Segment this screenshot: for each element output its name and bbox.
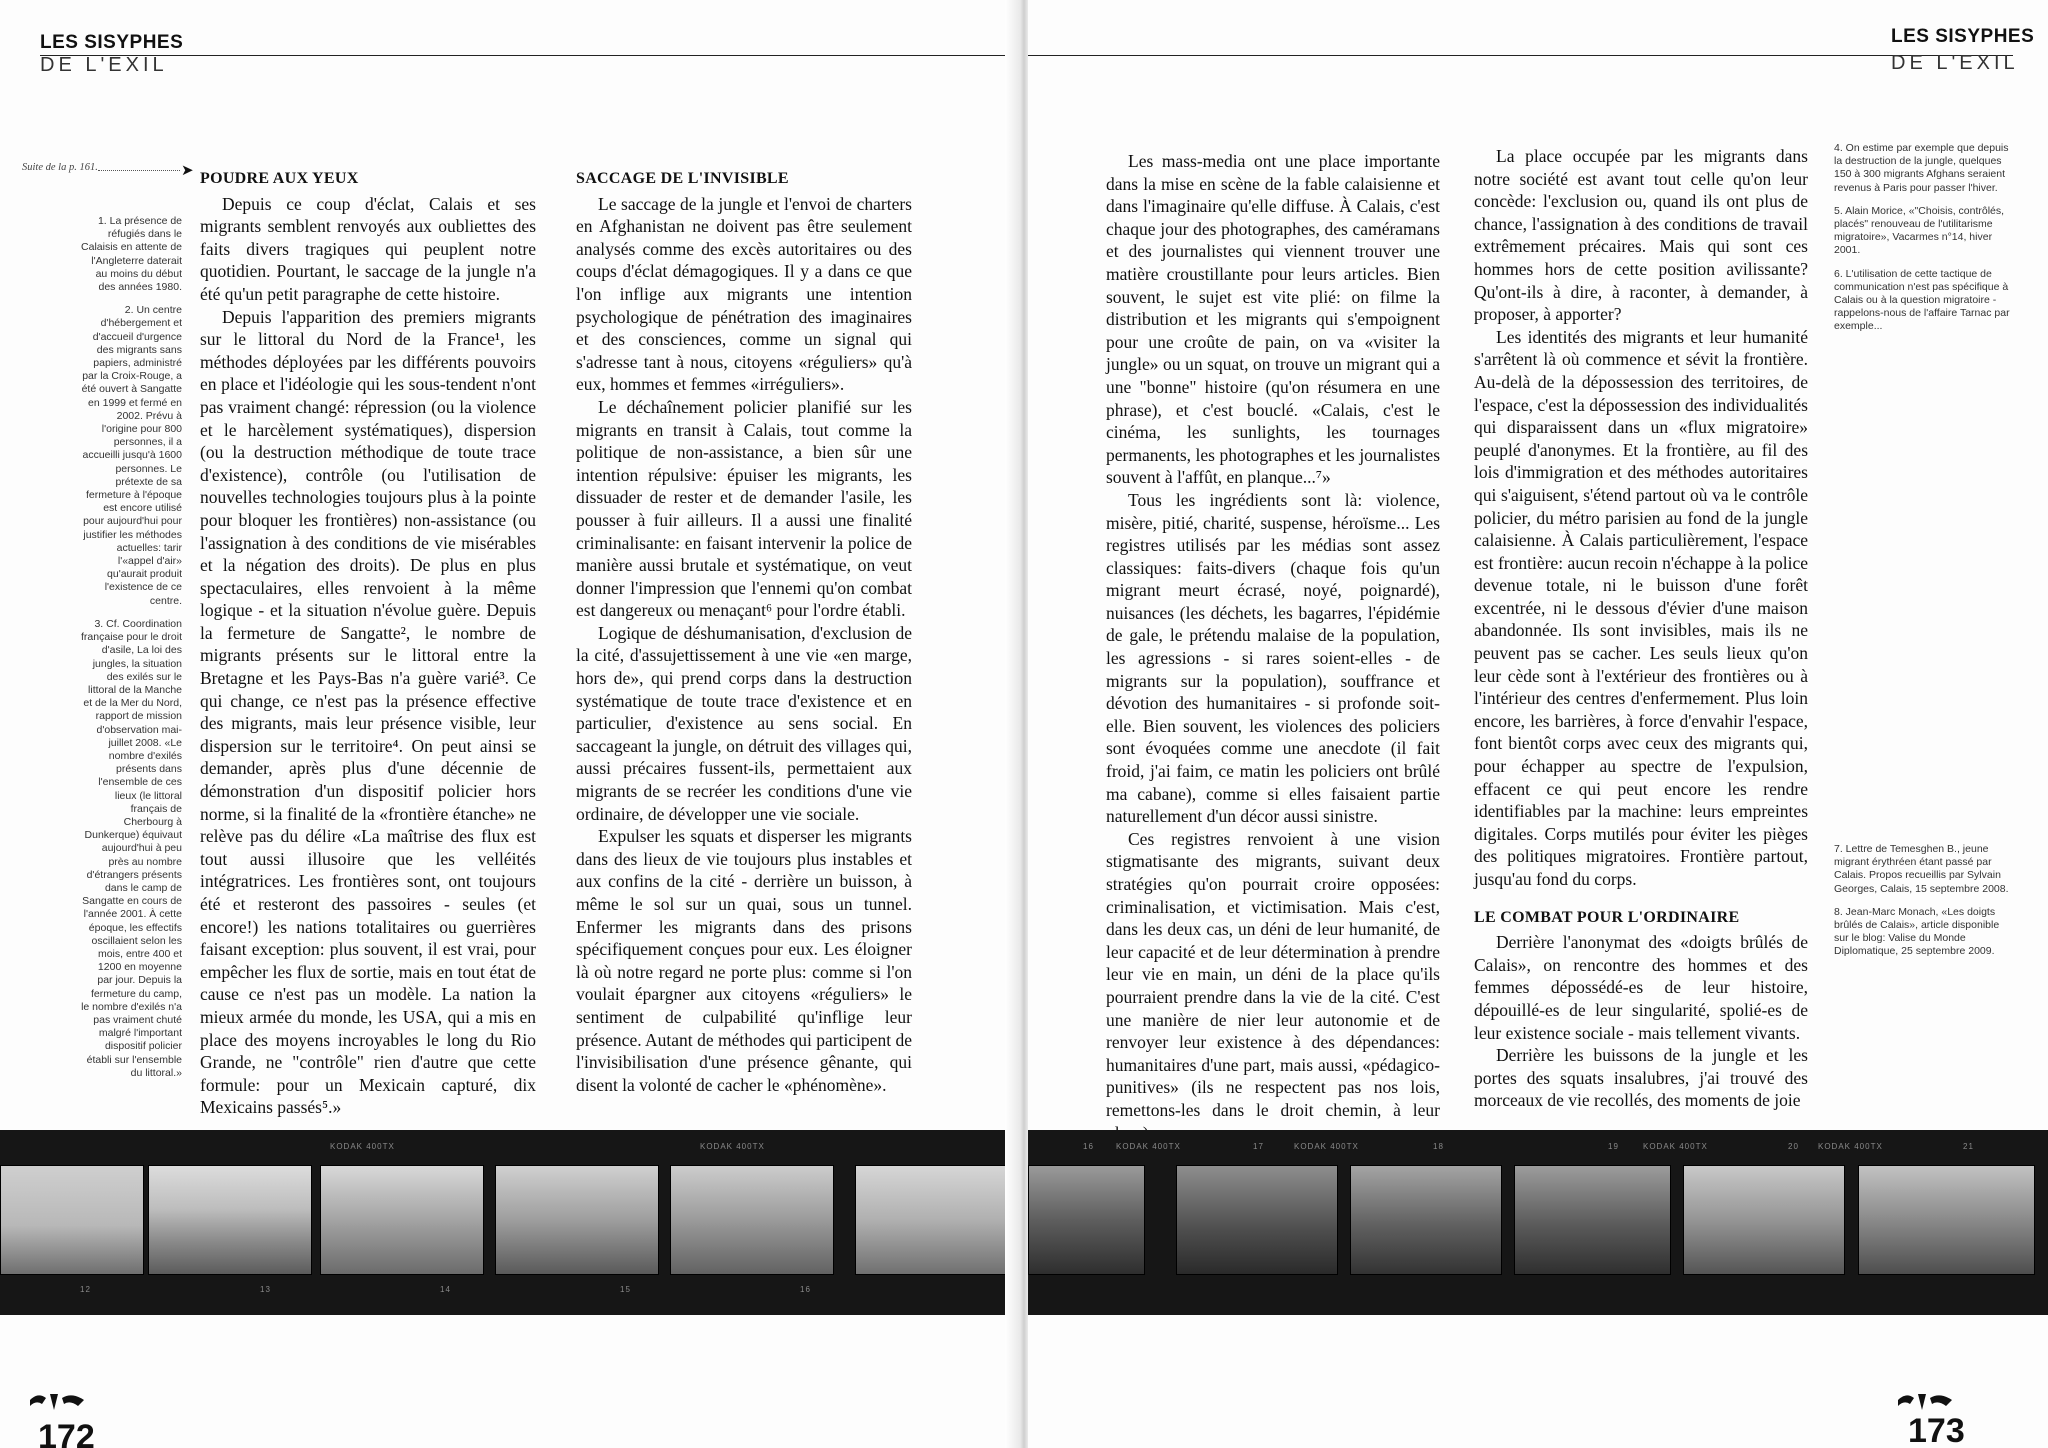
film-frame-number: 17 [1253,1142,1264,1151]
contact-sheet-strip-left [0,1130,1020,1315]
film-edge-marking: KODAK 400TX [1643,1142,1708,1151]
footnotes-right-bottom [1834,843,2014,969]
film-frame-number: 18 [1433,1142,1444,1151]
running-head-subtitle: DE L'EXIL [1891,52,2019,74]
header-rule [40,55,1020,56]
footnote-7: 7. Lettre de Temesghen B., jeune migrant érythréen étant passé par Calais. Propos recueillis par Sylvain Georges, Calais, 15 septembre 2008. [1834,843,2009,895]
film-frame-photo [495,1165,659,1275]
paragraph: Depuis ce coup d'éclat, Calais et ses migrants semblent renvoyés aux oubliettes des faits divers tragiques qui peuplent notre quotidien. Pourtant, le saccage de la jungle n'a été qu'un petit paragraphe de cette histoire. [200,193,536,304]
film-frame-photo [855,1165,1020,1275]
paragraph: Expulser les squats et disperser les migrants dans des lieux de vie toujours plus instables et aux confins de la cité - derrière un buisson, à même le sol sur un quai, sous un tunnel. Enfermer les migrants dans des prisons spécifiquement conçues pour eux. Les éloigner là où notre regard ne porte plus: comme si l'on voulait épargner aux citoyens «réguliers» le sentiment de culpabilité qu'inflige leur présence. Autant de méthodes qui participent de l'invisibilisation d'une présence gênante, qui disent la volonté de cacher le «phénomène». [576,826,912,1095]
film-frame-number: 19 [1608,1142,1619,1151]
film-frame-number: 16 [1083,1142,1094,1151]
film-edge-marking: KODAK 400TX [330,1142,395,1151]
leader-dots [98,170,180,171]
paragraph: Tous les ingrédients sont là: violence, misère, pitié, charité, suspense, héroïsme... Les registres utilisés par les médias sont assez classiques: faits-divers (chaque fois qu'un migrant meurt écrasé, noyé, poignardé), nuisances (les déchets, les bagarres, l'épidémie de gale, le prétendu malaise de la population, les agressions - si rares soient-elles - de migrants sur la population), souffrance et dévotion des humanitaires - si profonde soit-elle. Bien souvent, les violences des policiers sont évoquées comme une anecdote (il fait froid, j'ai faim, ce matin les policiers ont brûlé ma cabane), comme si elles faisaient partie naturellement d'un décor aussi sinistre. [1106,489,1440,827]
film-edge-marking: KODAK 400TX [700,1142,765,1151]
footnote-5: 5. Alain Morice, «"Choisis, contrôlés, placés" renouveau de l'utilitarisme migratoire», Vacarmes n°14, hiver 2001. [1834,204,2005,257]
continued-note: Suite de la p. 161. [22,162,98,173]
footnote-1: 1. La présence de réfugiés dans le Calaisis en attente de l'Angleterre daterait au moins du début des années 1980. [81,215,182,294]
paragraph: Derrière les buissons de la jungle et les portes des squats insalubres, j'ai trouvé des morceaux de vie recollés, des moments de joie [1474,1045,1808,1111]
paragraph: Le saccage de la jungle et l'envoi de charters en Afghanistan ne doivent pas être seulement analysés comme des excès autoritaires ou des coups d'éclat démagogiques. Il y a dans ce que l'on inflige aux migrants une intention psychologique de pénétration des imaginaires et des consciences, comme un signal qui s'adresse tant à nous, citoyens «réguliers» qu'à eux, hommes et femmes «irréguliers». [576,193,912,395]
film-frame-photo [1858,1165,2035,1275]
paragraph: Depuis l'apparition des premiers migrants sur le littoral du Nord de la France¹, les méthodes déployées par les différents pouvoirs en place et l'idéologie qui les sous-tendent n'ont pas vraiment changé: répression (ou la violence et le harcèlement systématiques), dispersion (ou la destruction méthodique de toute trace d'existence), contrôle (ou l'utilisation de nouvelles technologies toujours plus à la pointe pour bloquer les frontières) non-assistance (ou l'assignation à des conditions de vie misérables et la négation des droits). De plus en plus spectaculaires, elles renvoient à la même logique - et la situation n'évolue guère. Depuis la fermeture de Sangatte², le nombre de migrants présents sur le littoral entre la Bretagne et les Pays-Bas n'a guère varié³. Ce qui change, ce n'est pas la présence effective des migrants, mais leur présence visible, leur dispersion sur le territoire⁴. On peut ainsi se demander, après plus d'une décennie de démonstration d'un dispositif policier hors norme, si la finalité de la «frontière étanche» ne relève pas du délire «La maîtrise des flux est tout aussi illusoire que les velléités intégratrices. Les frontières sont, ont toujours été et resteront des passoires - seules (et encore!) les nations totalitaires ou guerrières faisant exception: plus souvent, il est vrai, pour empêcher les flux de sortie, mais en tout état de cause ce n'est pas un modèle. La nation la mieux armée du monde, les USA, qui a mis en place des moyens incroyables le long du Rio Grande, ne "contrôle" rien d'autre que cette formule: pour un Mexicain capturé, dix Mexicains passés⁵.» [200,306,536,1118]
header-rule [1028,55,2013,56]
film-frame-photo [1028,1165,1145,1275]
film-frame-photo [148,1165,312,1275]
film-frame-number: 14 [440,1285,451,1294]
footnote-8: 8. Jean-Marc Monach, «Les doigts brûlés de Calais», article disponible sur le blog: Valise du Monde Diplomatique, 25 septembre 2009. [1834,905,2000,958]
paragraph: Les identités des migrants et leur humanité s'arrêtent là où commence et sévit la frontière. Au-delà de la dépossession des territoires, de l'espace, c'est la dépossession des individualités qui disparaissent dans un «flux migratoire» peuplé d'anonymes. Et la frontière, au fil des lois d'immigration et des méthodes autoritaires qui s'aiguisent, s'étend partout où va le contrôle policier, du métro parisien au fond de la jungle calaisienne. À Calais particulièrement, l'espace est frontière: aucun recoin n'échappe à la police devenue totale, ni le buisson d'une forêt excentrée, ni le dessous d'évier d'une maison abandonnée. Ils sont invisibles, mais ils ne peuvent pas se cacher. Les seuls lieux qu'on leur cède sont à l'extérieur des frontières ou à l'intérieur des centres d'enfermement. Plus loin encore, les barrières, à force d'envahir l'espace, font bientôt corps avec ceux des migrants qui, pour échapper au spectre de l'expulsion, effacent ce qui peut encore les rendre identifiables par la machine: leurs empreintes digitales. Corps mutilés pour éviter les pièges des politiques migratoires. Frontière partout, jusqu'au fond du corps. [1474,326,1808,889]
film-frame-photo [1683,1165,1845,1275]
film-frame-photo [670,1165,834,1275]
running-head-subtitle: DE L'EXIL [40,54,168,76]
right-column-1 [1106,150,1440,1144]
film-frame-number: 20 [1788,1142,1799,1151]
film-frame-photo [320,1165,484,1275]
running-head-title: LES SISYPHES [40,32,184,53]
footnote-3: 3. Cf. Coordination française pour le droit d'asile, La loi des jungles, la situation des exilés sur le littoral de la Manche et de la Mer du Nord, rapport de mission d'observation mai-juillet 2008. «Le nombre d'exilés présents dans l'ensemble de ces lieux (le littoral français de Cherbourg à Dunkerque) équivaut aujourd'hui à peu près au nombre d'étrangers présents dans le camp de Sangatte en cours de l'année 2001. À cette époque, les effectifs oscillaient selon les mois, entre 400 et 1200 en moyenne par jour. Depuis la fermeture du camp, le nombre d'exilés n'a pas vraiment chuté malgré l'important dispositif policier établi sur l'ensemble du littoral.» [81,617,182,1079]
film-frame-photo [1176,1165,1338,1275]
film-frame-photo [1514,1165,1671,1275]
paragraph: Le déchaînement policier planifié sur les migrants en transit à Calais, tout comme la politique de non-assistance, a bien sûr une intention répulsive: épuiser les migrants, les dissuader de rester et de demander l'asile, les pousser à fuir ailleurs. Il a aussi une finalité criminalisante: en faisant intervenir la police de manière aussi brutale et systématique, on veut donner l'impression que l'ennemi qu'on combat est dangereux ou menaçant⁶ pour l'ordre établi. [576,396,912,621]
film-frame-photo [0,1165,144,1275]
publication-logo-icon [28,1390,88,1416]
contact-sheet-strip-right [1028,1130,2048,1315]
footnote-4: 4. On estime par exemple que depuis la destruction de la jungle, quelques 150 à 300 migrants Afghans seraient revenus à Paris pour passer l'hiver. [1834,142,2009,194]
paragraph: Derrière l'anonymat des «doigts brûlés de Calais», on rencontre des hommes et des femmes dépossédé-es de leur histoire, dépouillé-es de leur singularité, spolié-es de leur existence sociale - mais tellement vivants. [1474,932,1808,1043]
section-heading-saccage: SACCAGE DE L'INVISIBLE [576,170,789,187]
paragraph: Logique de déshumanisation, d'exclusion de la cité, d'assujettissement à une vie «en marge, hors de», qui prend corps dans la destruction systématique de toute trace d'existence et en particulier, d'existence au sens social. En saccageant la jungle, on détruit des villages qui, aussi précaires fussent-ils, permettaient aux migrants de se recréer les conditions d'une vie ordinaire, de développer une vie sociale. [576,622,912,824]
film-frame-number: 13 [260,1285,271,1294]
arrow-icon: ➤ [181,163,194,179]
footnote-2: 2. Un centre d'hébergement et d'accueil d'urgence des migrants sans papiers, administré par la Croix-Rouge, a été ouvert à Sangatte en 1999 et fermé en 2002. Prévu à l'origine pour 800 personnes, il a accueilli jusqu'à 1600 personnes. Le prétexte de sa fermeture à l'époque est encore utilisé pour aujourd'hui pour justifier les méthodes actuelles: tarir l'«appel d'air» qu'aurait produit l'existence de ce centre. [81,304,182,607]
left-column-2 [576,168,912,1096]
film-edge-marking: KODAK 400TX [1818,1142,1883,1151]
paragraph: La place occupée par les migrants dans notre société est avant tout celle qu'on leur concède: l'exclusion ou, quand ils ont plus de chance, l'assignation à des conditions de travail extrêmement précaires. Mais qui sont ces hommes hors de cette position avilissante? Qu'ont-ils à dire, à raconter, à demander, à proposer, à apporter? [1474,146,1808,325]
right-page [1028,0,2048,1448]
section-heading-combat: LE COMBAT POUR L'ORDINAIRE [1474,908,1740,926]
paragraph: Ces registres renvoient à une vision stigmatisante des migrants, suivant deux stratégies qu'on pourrait croire opposées: criminalisation, et victimisation. Mais c'est, dans les deux cas, un déni de leur humanité, de leur capacité et de leur détermination à prendre leur vie en main, un déni de la place qu'ils pourraient prendre dans la vie de la cité. C'est une manière de nier leur autonomie et de renvoyer leur existence à des dépendances: humanitaires d'une part, mais aussi, «pédagico-punitives» (ils ne respectent pas nos lois, remettons-les dans le droit chemin, à leur [1106,828,1440,1120]
footnote-6: 6. L'utilisation de cette tactique de communication n'est pas spécifique à Calais ou à la question migratoire - rappelons-nous de l'affaire Tarnac par exemple... [1834,267,2010,333]
film-frame-number: 15 [620,1285,631,1294]
film-frame-photo [1350,1165,1502,1275]
page-number: 172 [38,1418,95,1448]
left-page [0,0,1020,1448]
left-column-1 [200,168,536,1119]
film-frame-number: 16 [800,1285,811,1294]
footnotes-left [80,215,182,1090]
film-edge-marking: KODAK 400TX [1294,1142,1359,1151]
section-heading-poudre: POUDRE AUX YEUX [200,170,359,187]
film-edge-marking: KODAK 400TX [1116,1142,1181,1151]
paragraph: Les mass-media ont une place importante dans la mise en scène de la fable calaisienne et dans l'imaginaire qu'elle diffuse. À Calais, c'est chaque jour des photographes, des caméramans et des journalistes qui viennent trouver une matière croustillante pour leurs articles. Bien souvent, le sujet est vite plié: on filme la distribution et les migrants qui s'empoignent pour une croûte de pain, on va «visiter la jungle» ou un squat, on trouve un migrant qui a une "bonne" histoire (qu'on résumera en une phrase), et c'est bouclé. «Calais, c'est le cinéma, les sunlights, les tournages permanents, les photographes et les journalistes souvent à l'affût, en planque...⁷» [1106,151,1440,488]
right-column-2 [1474,145,1808,1112]
running-head-title: LES SISYPHES [1891,26,2035,47]
footnotes-right-top [1834,142,2014,344]
film-frame-number: 21 [1963,1142,1974,1151]
page-number: 173 [1908,1412,1965,1448]
film-frame-number: 12 [80,1285,91,1294]
